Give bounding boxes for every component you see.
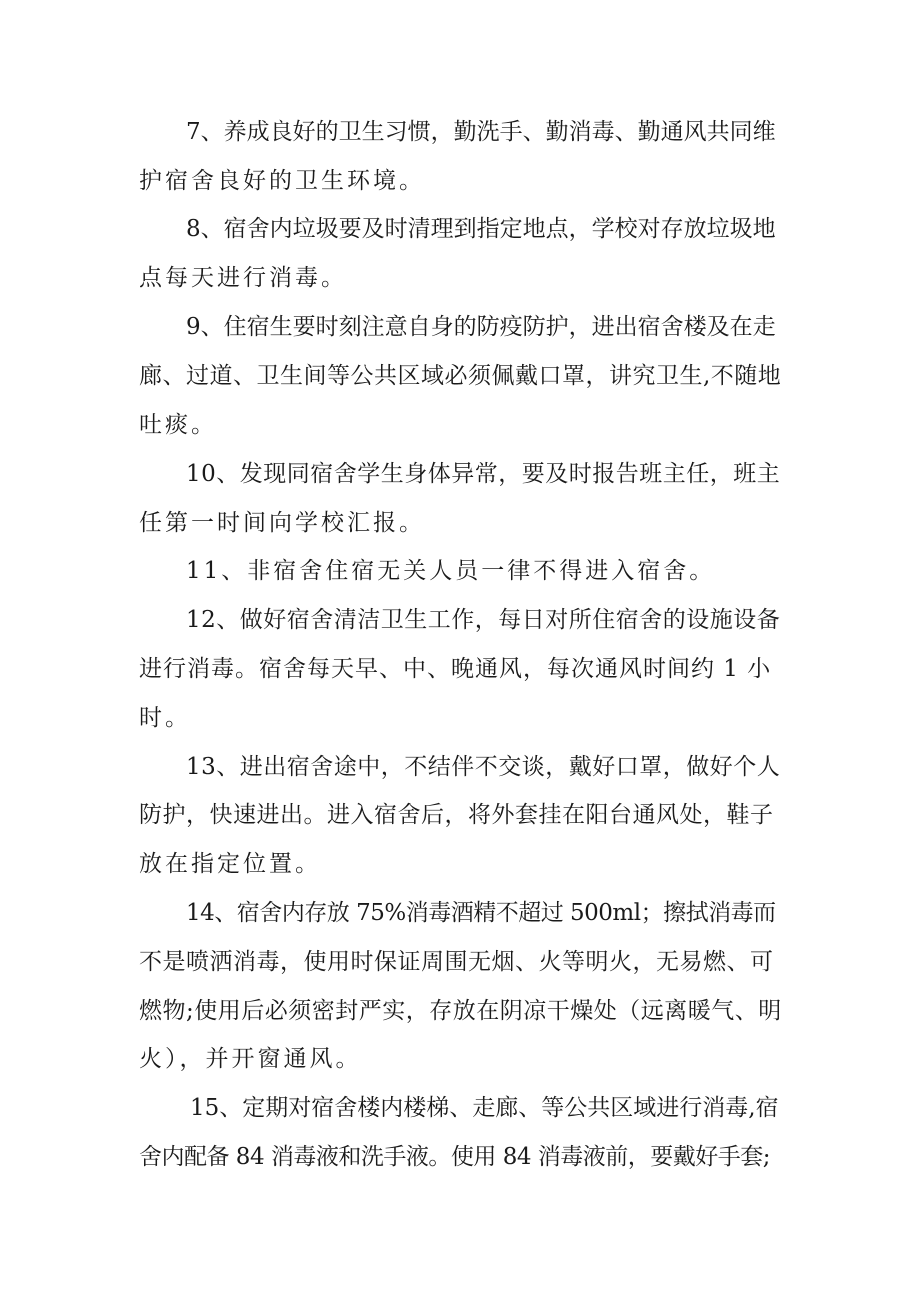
rule-15-line-1: 15、定期对宿舍楼内楼梯、走廊、等公共区域进行消毒,宿: [190, 1095, 779, 1121]
rule-10-line-1: 10、发现同宿舍学生身体异常，要及时报告班主任，班主: [186, 461, 781, 487]
rule-9-line-1: 9、住宿生要时刻注意自身的防疫防护，进出宿舍楼及在走: [186, 314, 776, 340]
rule-14-line-2: 不是喷洒消毒，使用时保证周围无烟、火等明火，无易燃、可: [139, 949, 774, 975]
rule-9-line-2: 廊、过道、卫生间等公共区域必须佩戴口罩，讲究卫生,不随地: [139, 363, 782, 389]
rule-13-line-2: 防护，快速进出。进入宿舍后，将外套挂在阳台通风处，鞋子: [139, 802, 774, 828]
rule-15-line-2: 舍内配备 84 消毒液和洗手液。使用 84 消毒液前，要戴好手套;: [139, 1144, 771, 1170]
rule-10-line-2: 任第一时间向学校汇报。: [139, 510, 425, 536]
rule-12-line-2: 进行消毒。宿舍每天早、中、晚通风，每次通风时间约 1 小: [139, 656, 772, 682]
rule-12-line-1: 12、做好宿舍清洁卫生工作，每日对所住宿舍的设施设备: [186, 607, 781, 633]
rule-9-line-3: 吐痰。: [139, 412, 217, 438]
rule-13-line-3: 放在指定位置。: [139, 851, 321, 877]
rule-8-line-2: 点每天进行消毒。: [139, 265, 347, 291]
rule-12-line-3: 时。: [139, 705, 191, 731]
rule-13-line-1: 13、进出宿舍途中，不结伴不交谈，戴好口罩，做好个人: [186, 754, 781, 780]
rule-11-line-1: 11、非宿舍住宿无关人员一律不得进入宿舍。: [186, 558, 716, 584]
rule-8-line-1: 8、宿舍内垃圾要及时清理到指定地点，学校对存放垃圾地: [186, 216, 776, 242]
rule-7-line-2: 护宿舍良好的卫生环境。: [139, 168, 425, 194]
rule-14-line-3: 燃物;使用后必须密封严实，存放在阴凉干燥处（远离暖气、明: [139, 998, 782, 1024]
rule-14-line-1: 14、宿舍内存放 75%消毒酒精不超过 500ml；擦拭消毒而: [186, 900, 776, 926]
rule-14-line-4: 火），并开窗通风。: [139, 1046, 362, 1072]
rule-7-line-1: 7、养成良好的卫生习惯，勤洗手、勤消毒、勤通风共同维: [186, 119, 776, 145]
